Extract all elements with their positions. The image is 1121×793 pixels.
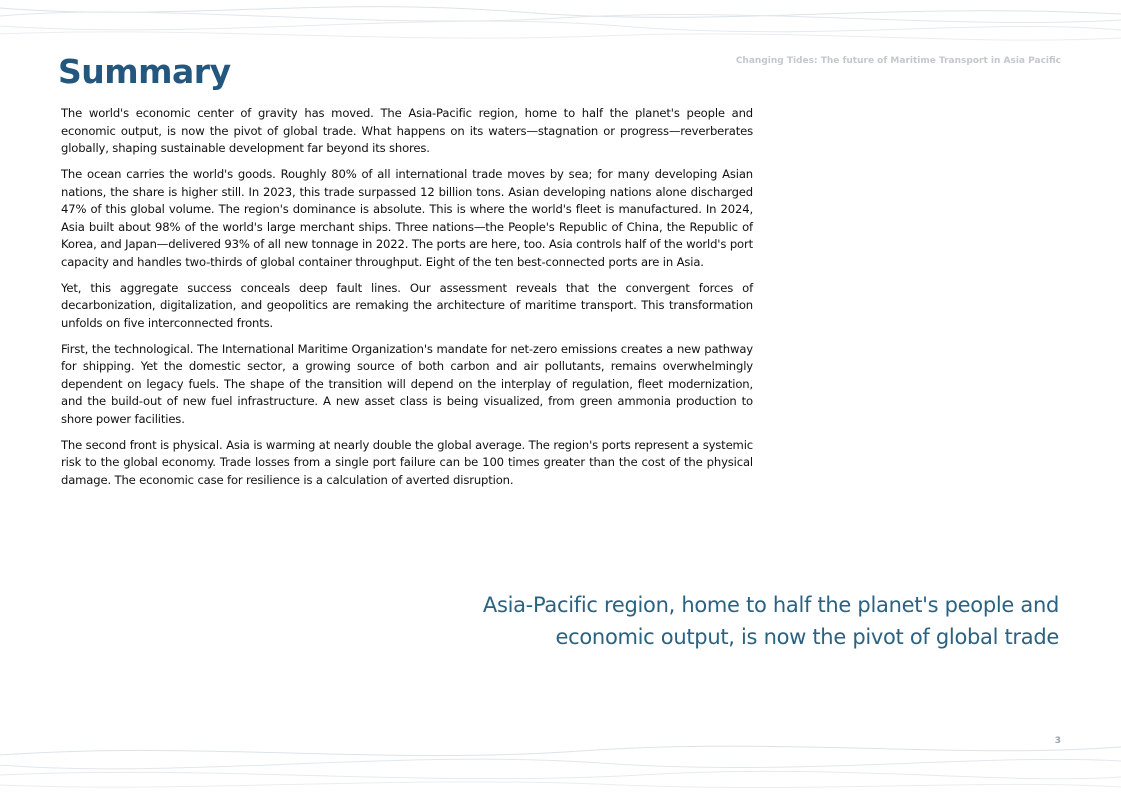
page-title: Summary (58, 52, 231, 91)
paragraph-2: The ocean carries the world's goods. Roughly 80% of all international trade moves by sea; for many developing Asian nations, the share is higher still. In 2023, this trade surpassed 12 billion tons. Asian developing nations alone discharged 47% of this global volume. The region's dominance is absolute. This is where the world's fleet is manufactured. In 2024, Asia built about 98% of the world's large merchant ships. Three nations—the People's Republic of China, the Republic of Korea, and Japan—delivered 93% of all new tonnage in 2022. The ports are here, too. Asia controls half of the world's port capacity and handles two-thirds of global container throughput. Eight of the ten best-connected ports are in Asia. (61, 167, 753, 269)
decorative-top-wave-lines (0, 0, 1121, 50)
paragraph-5: The second front is physical. Asia is warming at nearly double the global average. The region's ports represent a systemic risk to the global economy. Trade losses from a single port failure can be 100 times greater than the cost of the physical damage. The economic case for resilience is a calculation of averted disruption. (61, 437, 753, 487)
paragraph-1: The world's economic center of gravity has moved. The Asia-Pacific region, home to half the planet's people and economic output, is now the pivot of global trade. What happens on its waters—stagnation or progress—reverberates globally, shaping sustainable development far beyond its shores. (61, 106, 753, 155)
paragraph-3: Yet, this aggregate success conceals deep fault lines. Our assessment reveals that the convergent forces of decarbonization, digitalization, and geopolitics are remaking the architecture of maritime transport. This transformation unfolds on five interconnected fronts. (61, 280, 753, 330)
running-header-title: Changing Tides: The future of Maritime Transport in Asia Pacific (735, 56, 1061, 66)
pull-quote (419, 589, 1059, 653)
pull-quote-line-1: Asia-Pacific region, home to half the planet's people and (482, 593, 1059, 617)
summary-body (61, 105, 753, 498)
decorative-bottom-wave-lines (0, 735, 1121, 793)
paragraph-4: First, the technological. The International Maritime Organization's mandate for net-zero emissions creates a new pathway for shipping. Yet the domestic sector, a growing source of both carbon and air pollutants, remains overwhelmingly dependent on legacy fuels. The shape of the transition will depend on the interplay of regulation, fleet modernization, and the build-out of new fuel infrastructure. A new asset class is being visualized, from green ammonia production to shore power facilities. (61, 341, 753, 426)
pull-quote-line-2: economic output, is now the pivot of global trade (555, 625, 1059, 649)
page-number: 3 (1054, 736, 1061, 746)
